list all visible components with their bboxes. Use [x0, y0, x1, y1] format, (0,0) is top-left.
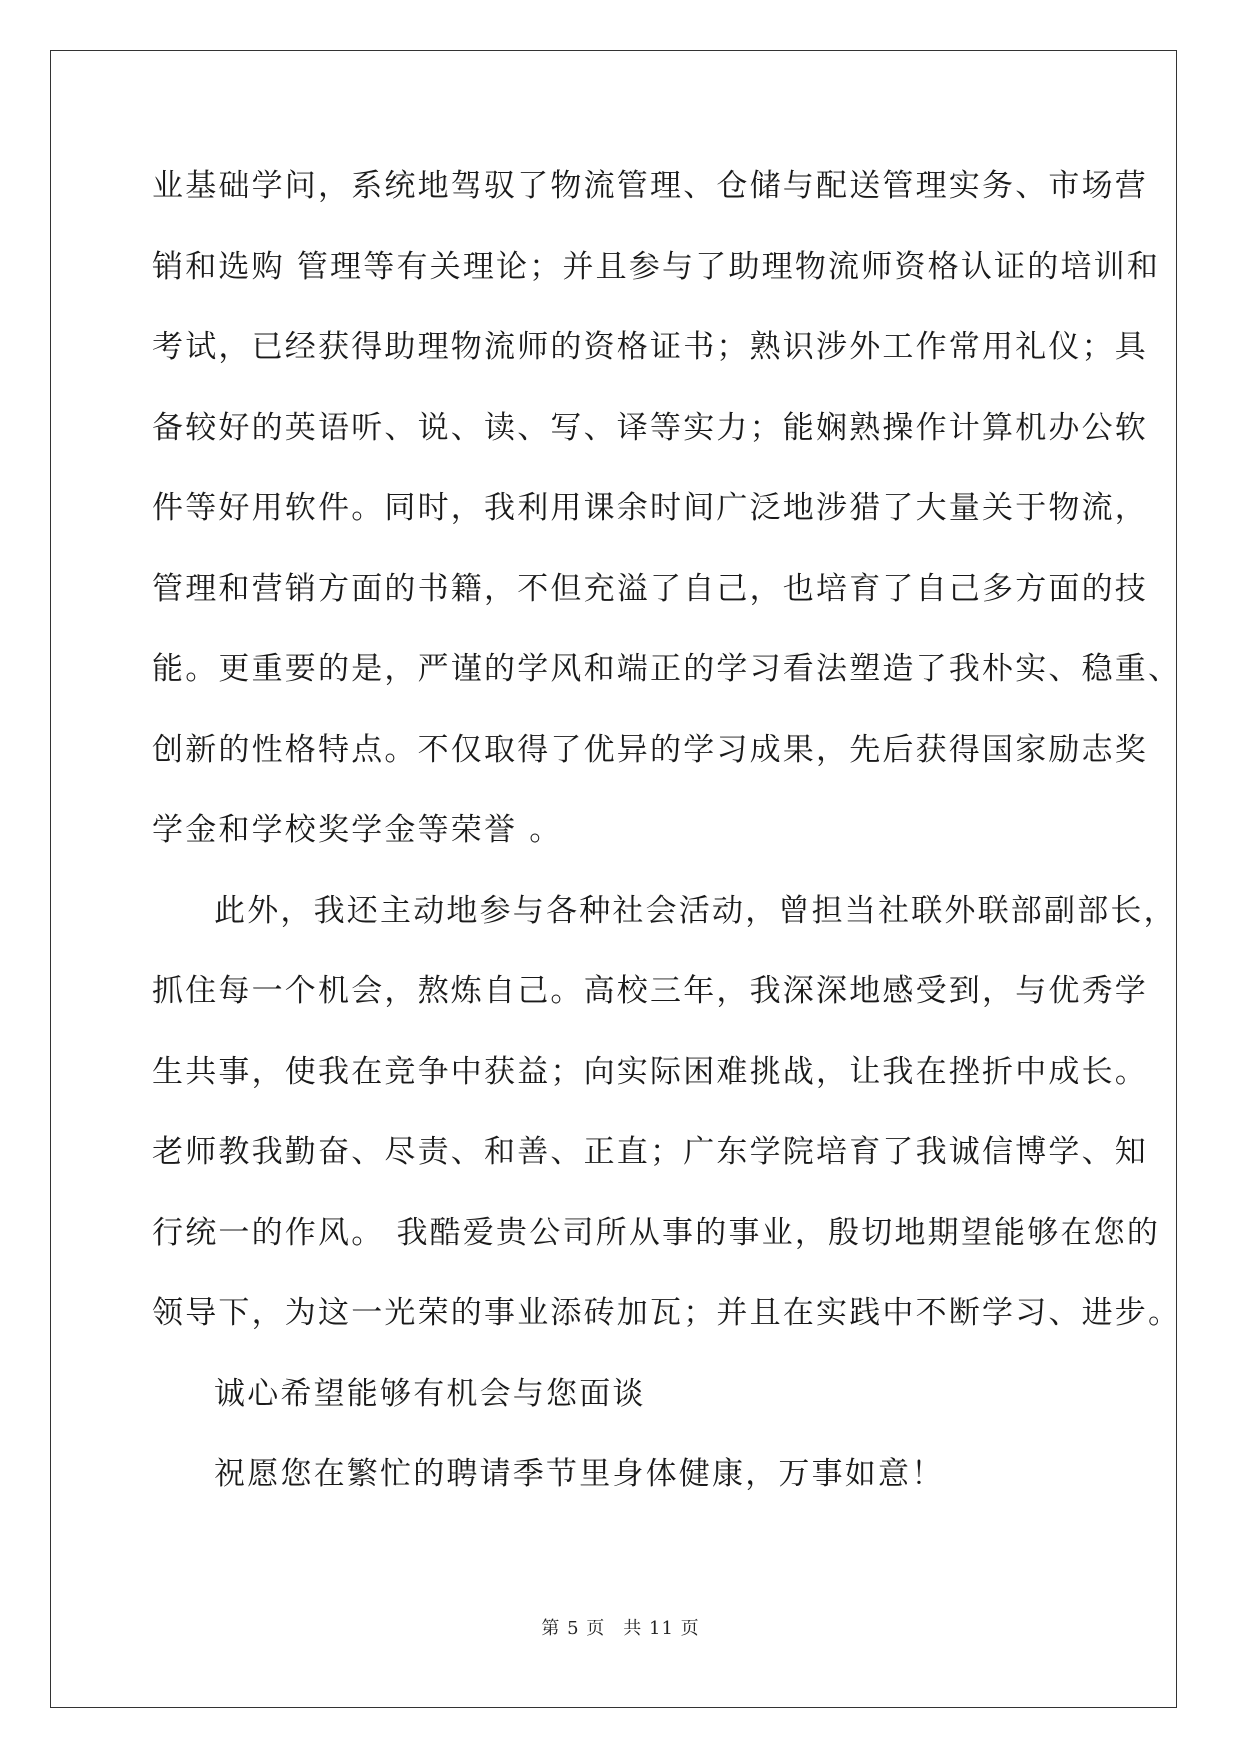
text-line: 能。更重要的是，严谨的学风和端正的学习看法塑造了我朴实、稳重、 — [152, 651, 1182, 687]
greeting-line: 祝愿您在繁忙的聘请季节里身体健康，万事如意！ — [214, 1456, 945, 1492]
text-line: 老师教我勤奋、尽责、和善、正直；广东学院培育了我诚信博学、知 — [152, 1134, 1148, 1170]
text-line: 件等好用软件。同时，我利用课余时间广泛地涉猎了大量关于物流， — [152, 490, 1148, 526]
text-line: 管理和营销方面的书籍，不但充溢了自己，也培育了自己多方面的技 — [152, 570, 1148, 607]
text-line: 学金和学校奖学金等荣誉 。 — [152, 812, 563, 848]
closing-line: 诚心希望能够有机会与您面谈 — [214, 1375, 646, 1412]
text-line: 抓住每一个机会，熬炼自己。高校三年，我深深地感受到，与优秀学 — [152, 973, 1148, 1009]
text-line: 销和选购 管理等有关理论；并且参与了助理物流师资格认证的培训和 — [152, 248, 1161, 285]
page-footer — [0, 1614, 1241, 1640]
text-line: 备较好的英语听、说、读、写、译等实力；能娴熟操作计算机办公软 — [152, 409, 1148, 446]
text-line: 领导下，为这一光荣的事业添砖加瓦；并且在实践中不断学习、进步。 — [152, 1295, 1182, 1331]
paragraph-start-line: 此外，我还主动地参与各种社会活动，曾担当社联外联部副部长， — [214, 892, 1177, 929]
letter-body — [152, 160, 1182, 1529]
total-pages: 共 11 页 — [623, 1618, 700, 1639]
text-line: 考试，已经获得助理物流师的资格证书；熟识涉外工作常用礼仪；具 — [152, 329, 1148, 365]
text-line: 业基础学问，系统地驾驭了物流管理、仓储与配送管理实务、市场营 — [152, 168, 1148, 204]
text-line: 生共事，使我在竞争中获益；向实际困难挑战，让我在挫折中成长。 — [152, 1053, 1148, 1090]
page-number: 第 5 页 — [541, 1618, 606, 1639]
text-line: 行统一的作风。 我酷爱贵公司所从事的事业，殷切地期望能够在您的 — [152, 1214, 1161, 1251]
text-line: 创新的性格特点。不仅取得了优异的学习成果，先后获得国家励志奖 — [152, 731, 1148, 768]
